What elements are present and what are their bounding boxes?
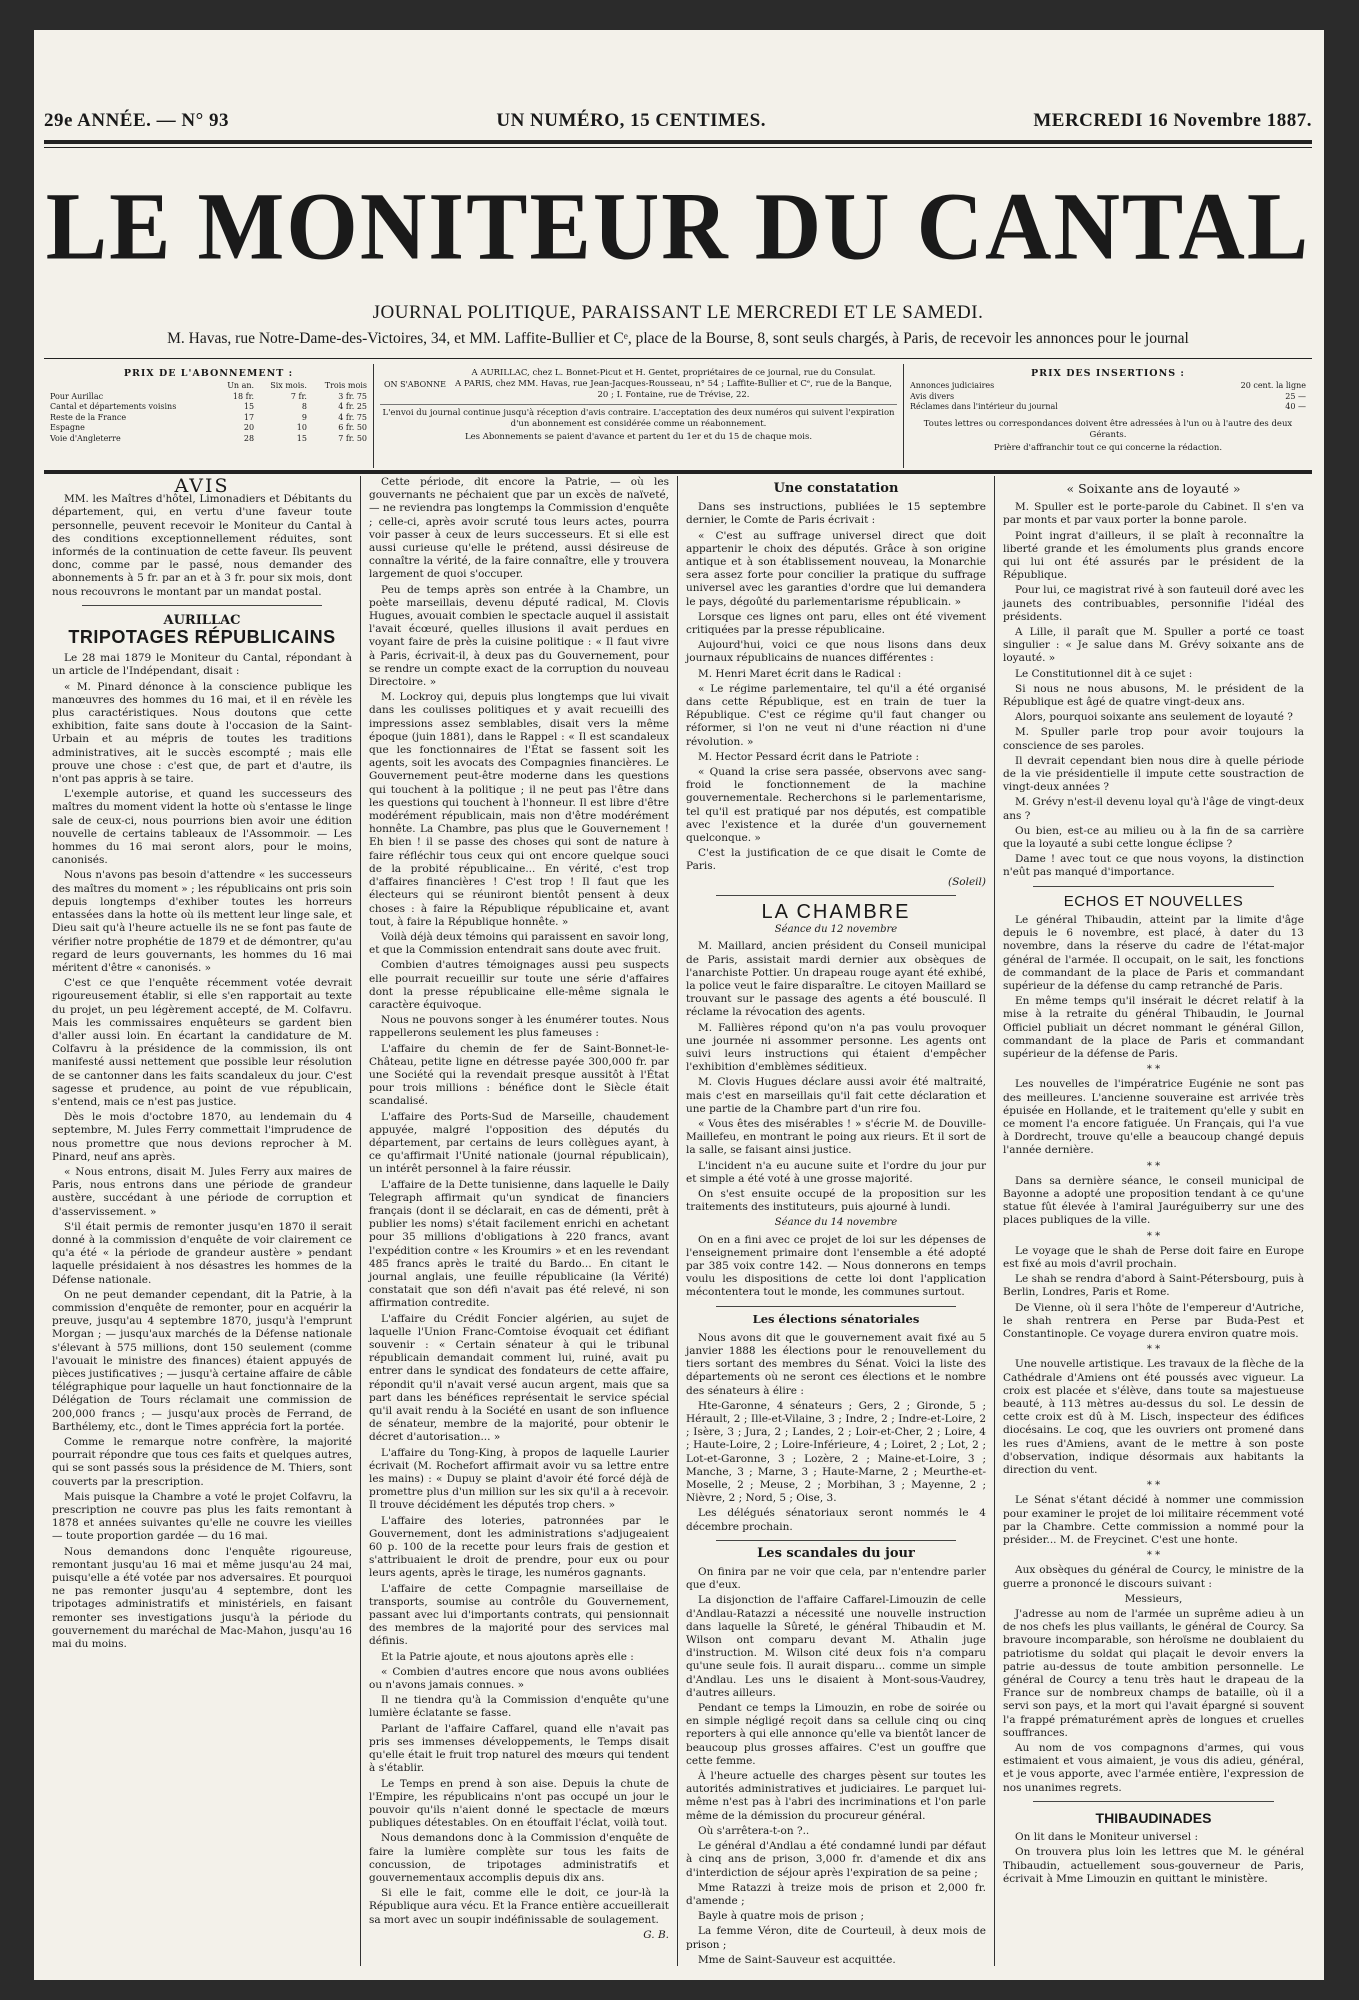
paragraph: « Vous êtes des misérables ! » s'écrie M. de Douville-Maillefeu, en montrant le poing aux rieurs. Et il sort de la salle, se faisant ainsi justice. — [686, 1117, 986, 1157]
column-1 — [44, 476, 361, 1966]
paragraph: Où s'arrêtera-t-on ?.. — [698, 1824, 810, 1837]
paragraph: M. Fallières répond qu'on n'a pas voulu provoquer une journée ni assommer personne. Les agents ont suivi leurs instructions qui étaient d'empêcher l'exhibition d'emblèmes séditieux. — [686, 1021, 986, 1074]
newspaper-page — [34, 30, 1324, 1980]
source-soleil: (Soleil) — [948, 875, 986, 888]
subscription-row — [50, 392, 367, 403]
postage-notice: Prière d'affranchir tout ce qui concerne la rédaction. — [993, 442, 1223, 453]
paragraph: Le général Thibaudin, atteint par la limite d'âge depuis le 6 novembre, est placé, à dater du 13 novembre, dans la réserve du cadre de l'état-major général de l'armée. Il occupait, on le sait, les fonctions de commandant de la place de Paris et commandant supérieur de la défense du camp retranché de Paris. — [1003, 913, 1304, 992]
paragraph: « C'est au suffrage universel direct que doit appartenir le choix des députés. Grâce à son origine antique et à son établissement nouveau, la Monarchie sera assez forte pour concilier la pratique du suffrage universel avec les garanties d'ordre que lui demandera le pays, dégoûté du parlementarisme républicain. » — [686, 529, 986, 608]
insertions-cell: 25 — — [1285, 391, 1306, 401]
paragraph: « Combien d'autres encore que nous avons oubliées ou n'avons jamais connues. » — [369, 1665, 669, 1692]
paragraph: On ne peut demander cependant, dit la Patrie, à la commission d'enquête de remonter, pour en acquérir la preuve, jusqu'au 4 septembre 1870, jusqu'à l'emprunt Morgan ; — jusqu'aux marchés de la Défense nationale s'élevant à 575 millions, dont 150 seulement (comme l'avouait le ministre des finances) étaient appuyés de pièces justificatives ; — jusqu'à certaine affaire de câble télégraphique pour laquelle un haut fonctionnaire de la Délégation de Tours réclamait une commission de 200,000 francs ; — jusqu'aux procès de Ferrand, de Barthélemy, etc., dont le Times apprécia fort la portée. — [52, 1288, 352, 1433]
subscription-cell: 4 fr. 75 — [338, 412, 367, 422]
insertions-title: PRIX DES INSERTIONS : — [1031, 368, 1185, 379]
paragraph: L'affaire du Crédit Foncier algérien, au sujet de laquelle l'Union Franc-Comtoise évoquait cet édifiant souvenir : « Certain sénateur à qui le tribunal républicain demandait comment lui, ruiné, avait pu entrer dans le syndicat des fondateurs de cette affaire, répondit qu'il n'avait versé aucun argent, mais que sa part dans les bénéfices représentait le service spécial qu'il avait rendu à la Société en usant de son influence de sénateur, membre de la majorité, pour obtenir le décret d'autorisation... » — [369, 1312, 669, 1444]
subscription-cell: Espagne — [50, 423, 85, 432]
paragraph: En même temps qu'il insérait le décret relatif à la mise à la retraite du général Thibaudin, le Journal Officiel publiait un décret nommant le général Gillon, commandant de la place de Paris et commandant supérieur de la défense de Paris. — [1003, 995, 1304, 1060]
paragraph: M. Maillard, ancien président du Conseil municipal de Paris, assistait mardi dernier aux obsèques de l'anarchiste Pottier. Un drapeau rouge ayant été exhibé, la police veut le faire disparaître. Le citoyen Maillard se trouvant sur le passage des agents a été bousculé. Il réclame la révocation des agents. — [686, 940, 986, 1019]
info-rule-top — [44, 358, 1312, 359]
paragraph: Si nous ne nous abusons, M. le président de la République est âgé de quatre vingt-deux ans. — [1003, 682, 1304, 709]
paragraph: Il devrait cependant bien nous dire à quelle période de la vie présidentielle il impute cette soustraction de vingt-deux années ? — [1003, 754, 1304, 794]
paragraph: De Vienne, où il sera l'hôte de l'empereur d'Autriche, le shah rentrera en Perse par Buda-Pest et Constantinople. Ce voyage durera environ quatre mois. — [1003, 1301, 1304, 1340]
paragraph: Une nouvelle artistique. Les travaux de la flèche de la Cathédrale d'Amiens ont été poussés avec vigueur. La croix est placée et s'élève, dans toute sa majestueuse beauté, à 113 mètres au-dessus du sol. Le dessin de cette croix est dû à M. Lisch, inspecteur des édifices diocésains. Le coq, que les ouvriers ont promené dans les rues d'Amiens, avant de le mettre à son poste d'observation, indique désormais aux habitants la direction du vent. — [1003, 1358, 1304, 1477]
insertions-cell: Avis divers — [910, 391, 955, 401]
column-3 — [678, 476, 995, 1966]
paragraph: Dès le mois d'octobre 1870, au lendemain du 4 septembre, M. Jules Ferry commettait l'imprudence de nous promettre que nous devions reprocher à M. Pinard, neuf ans après. — [52, 1111, 352, 1163]
paragraph: M. Clovis Hugues déclare aussi avoir été maltraité, mais c'est en marseillais qu'il fait cette déclaration et une partie de la Chambre part d'un rire fou. — [686, 1076, 986, 1115]
insertions-box — [904, 364, 1312, 468]
paragraph: M. Lockroy qui, depuis plus longtemps que lui vivait dans les coulisses politiques et y avait recueilli des impressions assez semblables, disait vers la même époque (juin 1881), dans le Rappel : « Il est scandaleux que les fonctionnaires de l'État se fassent soit les agents, soit les avocats des Compagnies financières. Le Gouvernement peut-être moderne dans les questions qui touchent à la politique ; il ne peut pas l'être dans les questions qui touchent à l'honneur. Il est libre d'être modérément républicain, mais non d'être modérément honnête. La Chambre, pas plus que le Gouvernement ! Eh bien ! il se passe des choses qui sont de nature à faire réfléchir tous ceux qui ont encore quelque souci de la probité républicaine... En vérité, c'est trop d'affaires financières ! C'est trop ! Il faut que les électeurs qui se réuniront bientôt pensent à deux choses : à faire la République républicaine et, avant tout, à faire la République honnête. » — [369, 691, 669, 928]
paragraph: M. Spuller est le porte-parole du Cabinet. Il s'en va par monts et par vaux porter la bonne parole. — [1003, 501, 1304, 527]
paragraph: M. Hector Pessard écrit dans le Patriote : — [698, 750, 919, 763]
subscription-cell: 10 — [296, 423, 307, 432]
paragraph: M. Grévy n'est-il devenu loyal qu'à l'âge de vingt-deux ans ? — [1003, 796, 1305, 822]
paragraph: Au nom de vos compagnons d'armes, qui vous estimaient et vous aimaient, je vous dis adieu, général, et je vous apporte, avec l'armée entière, l'expression de nos unanimes regrets. — [1003, 1742, 1304, 1794]
paragraph: Dans sa dernière séance, le conseil municipal de Bayonne a adopté une proposition tendant à ce qu'une statue fût élevée à l'amiral Jauréguiberry sur une des places publiques de la ville. — [1003, 1174, 1304, 1227]
address-box — [374, 364, 904, 468]
subscription-cell: Pour Aurillac — [50, 391, 104, 401]
paragraph: « M. Pinard dénonce à la conscience publique les manœuvres des hommes du 16 mai, et il en révèle les plus caractéristiques. Nous doutons que cette exhibition, faite sans doute à l'occasion de la Saint-Urbain et au mépris de toutes les traditions administratives, ait le succès escompté ; mais elle prouve une chose : c'est que, de part et d'autre, ils n'ont pas appris à se taire. — [52, 680, 352, 786]
top-line — [44, 110, 1312, 132]
paragraph: L'affaire des Ports-Sud de Marseille, chaudement appuyée, malgré l'opposition des députés du département, par certains de leurs collègues ayant, à ce qu'affirmait l'Unité nationale (journal républicain), un intérêt personnel à la faire réussir. — [369, 1110, 669, 1176]
separator — [1033, 886, 1274, 887]
subscription-cell: 15 — [243, 402, 255, 411]
correspondence-notice: Toutes lettres ou correspondances doivent être adressées à l'un ou à l'autre des deux Gérants. — [923, 418, 1293, 440]
paragraph: S'il était permis de remonter jusqu'en 1870 il serait donné à la commission d'enquête de voir clairement ce qu'a été « la période de grandeur austère » pendant laquelle présidaient à nos désastres les hommes de la Défense nationale. — [52, 1220, 352, 1286]
paragraph: « Quand la crise sera passée, observons avec sang-froid le fonctionnement de la machine gouvernementale. Recherchons si le parlementarisme, tel qu'il est pratiqué par nos députés, est compatible avec l'existence et la durée d'un gouvernement quelconque. » — [686, 766, 986, 845]
paragraph: La disjonction de l'affaire Caffarel-Limouzin de celle d'Andlau-Ratazzi a nécessité une nouvelle instruction dans laquelle la Sûreté, le général Thibaudin et M. Wilson ont comparu devant M. Athalin juge d'instruction. M. Wilson cité deux fois n'a comparu qu'une seule fois. Il aurait disparu... comme un simple d'Andlau. Les uns le disaient à Mont-sous-Vaudrey, d'autres ailleurs. — [686, 1594, 986, 1699]
paragraph: « Nous entrons, disait M. Jules Ferry aux maires de Paris, nous entrons dans une période de grandeur austère, succédant à une période de corruption et d'asservissement. » — [52, 1165, 352, 1218]
issue-date: MERCREDI 16 Novembre 1887. — [1033, 110, 1312, 131]
section-aurillac: AURILLAC — [163, 612, 241, 628]
article-title-chambre: LA CHAMBRE — [761, 900, 911, 923]
insertions-cell: 40 — — [1285, 402, 1306, 411]
paragraph: « Le régime parlementaire, tel qu'il a été organisé dans cette République, est en train de tuer la République. C'est ce régime qu'il faut changer ou réformer, si l'on ne veut ni d'une réaction ni d'une révolution. » — [686, 682, 986, 748]
paragraph: Bayle à quatre mois de prison ; — [698, 1910, 865, 1923]
article-title-constatation: Une constatation — [773, 481, 899, 496]
paragraph: Dame ! avec tout ce que nous voyons, la distinction n'eût pas manqué d'importance. — [1003, 853, 1304, 879]
paragraph: L'affaire du Tong-King, à propos de laquelle Laurier écrivait (M. Rochefort affirmait avoir vu sa lettre entre les mains) : « Dupuy se plaint d'avoir été forcé déjà de promettre plus d'un million sur les six qu'il a à recevoir. Il trouve décidément les députés trop chers. » — [369, 1446, 669, 1512]
separator — [1033, 1801, 1274, 1802]
subscription-cell: 20 — [243, 423, 255, 432]
paragraph: L'exemple autorise, et quand les successeurs des maîtres du moment vident la hotte où s'entasse le linge sale de ceux-ci, nous pourrions bien avoir une édition nouvelle de certains tableaux de l'Assommoir. — Les hommes du 16 mai seront alors, pour le moins, canonisés. — [52, 788, 352, 867]
paragraph: J'adresse au nom de l'armée un suprême adieu à un de nos chefs les plus vaillants, le général de Courcy. Sa bravoure incomparable, son héroïsme ne doublaient du patriotisme du soldat qui plaçait le devoir envers la patrie au-dessus de toute ambition personnelle. Le général de Courcy a tenu très haut le drapeau de la France sur de nombreux champs de bataille, où il a servi son pays, et la mort qui l'avait épargné si souvent l'a frappé prématurément après de longues et cruelles souffrances. — [1003, 1608, 1304, 1739]
paragraph: A Lille, il paraît que M. Spuller a porté ce toast singulier : « Je salue dans M. Grévy soixante ans de loyauté. » — [1003, 626, 1304, 665]
paragraph: L'affaire des loteries, patronnées par le Gouvernement, dont les administrations s'adjugeaient 60 p. 100 de la recette pour leurs frais de gestion et s'attribuaient le droit de prendre, pour eux ou pour leurs agents, après le tirage, les numéros gagnants. — [369, 1514, 669, 1580]
asterism: * * — [1146, 1160, 1161, 1172]
paragraph: M. Henri Maret écrit dans le Radical : — [698, 667, 902, 680]
paragraph: Parlant de l'affaire Caffarel, quand elle n'avait pas pris ses immenses développements, le Temps disait qu'elle était le fruit trop naturel des mœurs qui tendent à s'établir. — [369, 1722, 669, 1775]
paragraph: L'affaire de cette Compagnie marseillaise de transports, soumise au contrôle du Gouvernement, passant avec lui d'importants contrats, qui pensionnait des membres de la majorité pour des services mal définis. — [369, 1582, 669, 1648]
paragraph: Mais puisque la Chambre a voté le projet Colfavru, la prescription ne couvre pas plus les faits remontant à 1878 et années suivantes qu'elle ne couvre les vieilles — toute proportion gardée — du 16 mai. — [52, 1490, 352, 1543]
article-title-elections: Les élections sénatoriales — [752, 1311, 920, 1326]
paragraph: Nous demandons donc l'enquête rigoureuse, remontant jusqu'au 16 mai et même jusqu'au 24 mai, puisqu'elle a été votée par nos adversaires. Et pourquoi ne pas remonter jusqu'au 4 septembre, dont les tripotages administratifs et ministériels, en faisant remonter ses investigations jusqu'à la période du gouvernement du maréchal de Mac-Mahon, jusqu'au 16 mai du moins. — [52, 1545, 352, 1651]
paragraph: On s'est ensuite occupé de la proposition sur les traitements des instituteurs, puis ajourné à lundi. — [686, 1187, 986, 1214]
article-title-loyaute: « Soixante ans de loyauté » — [1066, 481, 1241, 496]
paragraph: Dans ses instructions, publiées le 15 septembre dernier, le Comte de Paris écrivait : — [686, 501, 986, 527]
insertions-cell: Annonces judiciaires — [910, 381, 995, 390]
asterism: * * — [1146, 1344, 1161, 1356]
paragraph: Lorsque ces lignes ont paru, elles ont été vivement critiquées par la presse républicaine. — [686, 610, 986, 637]
paragraph: Nous n'avons pas besoin d'attendre « les successeurs des maîtres du moment » ; les républicains ont pris soin depuis longtemps d'exhiber toutes les horreurs entassées dans la hotte où ils mettent leur linge sale, et Dieu sait qu'à l'heure actuelle ils ne se font pas faute de vérifier notre prophétie de 1879 et de démontrer, qu'au regard de leurs gouvernants, les hommes du 16 mai méritent d'être « canonisés. » — [52, 869, 352, 974]
paragraph: Comme le remarque notre confrère, la majorité pourrait répondre que tous ces faits et quelques autres, qui se sont passés sous la présidence de M. Thiers, sont couverts par la prescription. — [52, 1436, 352, 1488]
paragraph: Le Constitutionnel dit à ce sujet : — [1015, 667, 1193, 680]
subscription-title: PRIX DE L'ABONNEMENT : — [123, 368, 294, 379]
subscription-cell: Reste de la France — [50, 412, 127, 422]
paragraph: C'est ce que l'enquête récemment votée devrait rigoureusement établir, si elle s'en rapportait au texte du projet, un peu légèrement accepté, de M. Colfavru. Mais les commissaires enquêteurs se gardent bien d'aller aussi loin. En écartant la candidature de M. Colfavru à la présidence de la commission, ils ont manifesté aussi nettement que possible leur résolution de se cantonner dans les faits scandaleux du jour. C'est sagesse et prudence, au point de vue républicain, s'entend, mais ce n'est pas justice. — [52, 977, 352, 1108]
subscription-cell: 3 fr. 75 — [338, 391, 367, 401]
paragraph: L'affaire de la Dette tunisienne, dans laquelle le Daily Telegraph affirmait qu'un syndicat de financiers français (dont il se déclarait, en cas de démenti, prêt à publier les noms) s'était facilement enrichi en achetant pour 35 millions d'obligations à 220 francs, avant l'expédition contre « les Kroumirs » et en les revendant 485 francs après le traité du Bardo... En citant le journal anglais, une feuille républicaine (la Vérité) constatait que son défi n'avait pas été relevé, ni son affirmation contredite. — [369, 1178, 669, 1310]
paragraph: Les délégués sénatoriaux seront nommés le 4 décembre prochain. — [686, 1507, 986, 1533]
subscription-cell: 15 — [296, 433, 307, 443]
article-title-echos: ECHOS ET NOUVELLES — [1063, 892, 1244, 910]
subscription-cell: 28 — [243, 433, 255, 443]
avis-text: MM. les Maîtres d'hôtel, Limonadiers et Débitants du département, qui, en vertu d'une faveur toute personnelle, peuvent recevoir le Moniteur du Cantal à des conditions exceptionnellement réduites, sont informés de la continuation de cette faveur. Ils peuvent donc, comme par le passé, nous demander des abonnements à 5 fr. par an et à 3 fr. pour six mois, dont nous recouvrons le montant par un mandat postal. — [52, 493, 352, 598]
paragraph: Peu de temps après son entrée à la Chambre, un poète marseillais, devenu député radical, M. Clovis Hugues, avouait combien le spectacle auquel il assistait l'avait écœuré, quelles illusions il avait perdues en voyant faire de près la cuisine politique : « Il faut vivre à Paris, écrivait-il, à deux pas du Gouvernement, pour se rendre un compte exact de la corruption du nouveau Directoire. » — [369, 583, 669, 689]
subscription-col-year: Un an. — [227, 381, 255, 390]
paragraph: Nous demandons donc à la Commission d'enquête de faire la lumière complète sur tous les faits de concussion, de tripotages administratifs et gouvernementaux accomplis depuis dix ans. — [369, 1832, 669, 1884]
paragraph: Le 28 mai 1879 le Moniteur du Cantal, répondant à un article de l'Indépendant, disait : — [52, 652, 352, 678]
top-rule — [44, 140, 1312, 144]
separator — [716, 1306, 956, 1307]
separator — [716, 895, 956, 896]
paragraph: Hte-Garonne, 4 sénateurs ; Gers, 2 ; Gironde, 5 ; Hérault, 2 ; Ille-et-Vilaine, 3 ; Indre, 2 ; Indre-et-Loire, 2 ; Isère, 3 ; Jura, 2 ; Landes, 2 ; Loir-et-Cher, 2 ; Loire, 4 ; Haute-Loire, 2 ; Loire-Inférieure, 4 ; Loiret, 2 ; Lot, 2 ; Lot-et-Garonne, 3 ; Lozère, 2 ; Maine-et-Loire, 3 ; Manche, 3 ; Marne, 3 ; Haute-Marne, 2 ; Meurthe-et-Moselle, 2 ; Meuse, 2 ; Morbihan, 3 ; Mayenne, 2 ; Nièvre, 2 ; Nord, 5 ; Oise, 3. — [686, 1399, 986, 1505]
paragraph: Mme Ratazzi à treize mois de prison et 2,000 fr. d'amende ; — [686, 1881, 986, 1907]
info-rule-bottom — [44, 470, 1312, 474]
paragraph: Le shah se rendra d'abord à Saint-Pétersbourg, puis à Berlin, Londres, Paris et Rome. — [1003, 1273, 1304, 1299]
insertions-row — [910, 381, 1306, 392]
paragraph: Messieurs, — [1124, 1592, 1183, 1605]
address-aurillac: A AURILLAC, chez L. Bonnet-Picut et H. Gentet, propriétaires de ce journal, rue du Consulat. — [471, 368, 876, 378]
advertising-agents: M. Havas, rue Notre-Dame-des-Victoires, 34, et MM. Laffite-Bullier et Cᵉ, place de la Bourse, 8, sont seuls chargés, à Paris, de recevoir les annonces pour le journal — [167, 330, 1189, 347]
paragraph: Aux obsèques du général de Courcy, le ministre de la guerre a prononcé le discours suivant : — [1003, 1564, 1304, 1590]
paragraph: La femme Véron, dite de Courteuil, à deux mois de prison ; — [686, 1925, 986, 1951]
paragraph: Le Temps en prend à son aise. Depuis la chute de l'Empire, les républicains n'ont pas occupé un jour le pouvoir qu'ils n'aient donné le spectacle de mœurs publiques détestables. On en étouffait l'éclat, voilà tout. — [369, 1777, 669, 1830]
subscription-box — [44, 364, 374, 468]
subscription-header-row — [50, 381, 367, 392]
paragraph: Le Sénat s'étant décidé à nommer une commission pour examiner le projet de loi militaire récemment voté par la Chambre. Cette commission a nommé pour la présider... M. de Freycinet. C'est une honte. — [1003, 1494, 1304, 1547]
subscription-cell: 7 fr. 50 — [338, 433, 367, 443]
masthead-title: LE MONITEUR DU CANTAL — [45, 172, 1311, 280]
insertions-cell: 20 cent. la ligne — [1240, 381, 1306, 390]
insertions-row — [910, 402, 1306, 413]
signature: G. B. — [643, 1928, 669, 1941]
paragraph: L'incident n'a eu aucune suite et l'ordre du jour pur et simple a été voté à une grosse majorité. — [686, 1159, 986, 1185]
insertions-cell: Réclames dans l'intérieur du journal — [910, 402, 1058, 411]
paragraph: On trouvera plus loin les lettres que M. le général Thibaudin, actuellement sous-gouverneur de Paris, écrivait à Mme Limouzin en quittant le ministère. — [1003, 1846, 1304, 1885]
asterism: * * — [1146, 1550, 1161, 1562]
paragraph: On en a fini avec ce projet de loi sur les dépenses de l'enseignement primaire dont l'ensemble a été adopté par 385 voix contre 142. — Nous donnerons en temps voulu les dispositions de cette loi dont l'application mécontentera tout le monde, les communes surtout. — [686, 1233, 986, 1299]
paragraph: C'est la justification de ce que disait le Comte de Paris. — [686, 847, 986, 873]
issue-price: UN NUMÉRO, 15 CENTIMES. — [496, 110, 766, 131]
column-4 — [995, 476, 1312, 1966]
paragraph: Mme de Saint-Sauveur est acquittée. — [698, 1953, 896, 1966]
subscription-cell: 18 fr. — [232, 391, 255, 401]
subscription-cell: 9 — [301, 412, 307, 422]
subscription-row — [50, 413, 367, 424]
paragraph: Pour lui, ce magistrat rivé à son fauteuil doré avec les jaunets des contribuables, personnifie l'idéal des présidents. — [1003, 584, 1304, 623]
masthead-subtitle: JOURNAL POLITIQUE, PARAISSANT LE MERCREDI ET LE SAMEDI. — [372, 302, 984, 323]
paragraph: Il ne tiendra qu'à la Commission d'enquête qu'une lumière éclatante se fasse. — [369, 1694, 669, 1720]
asterism: * * — [1146, 1064, 1161, 1076]
column-2 — [361, 476, 678, 1966]
delivery-notice: L'envoi du journal continue jusqu'à réception d'avis contraire. L'acceptation des deux numéros qui suivent l'expiration d'un abonnement est considérée comme un réabonnement. — [382, 408, 895, 429]
subscription-row — [50, 434, 367, 445]
insertions-table — [910, 381, 1306, 413]
paragraph: Le général d'Andlau a été condamné lundi par défaut à cinq ans de prison, 3,000 fr. d'amende et dix ans d'interdiction de séjour après l'expiration de sa peine ; — [686, 1840, 986, 1879]
info-block — [44, 364, 1312, 468]
paragraph: À l'heure actuelle des charges pèsent sur toutes les autorités administratives et judiciaires. Le parquet lui-même n'est pas à l'abri des incriminations et l'on parle même de la démission du procureur général. — [686, 1770, 986, 1822]
session-date-1: Séance du 12 novembre — [774, 924, 898, 936]
subscription-cell: 4 fr. 25 — [338, 402, 367, 411]
asterism: * * — [1146, 1480, 1161, 1492]
paragraph: Point ingrat d'ailleurs, il se plaît à reconnaître la liberté grande et les émoluments plus grands encore qui lui ont été assurés par le président de la République. — [1003, 529, 1304, 582]
paragraph: Voilà déjà deux témoins qui paraissent en savoir long, et que la Commission entendrait sans doute avec fruit. — [369, 930, 669, 957]
paragraph: Combien d'autres témoignages aussi peu suspects elle pourrait recueillir sur toute une série d'affaires dont la presse républicaine elle-même signala le caractère équivoque. — [369, 959, 669, 1011]
top-rule-thin — [44, 147, 1312, 148]
article-title-thibaudinades: THIBAUDINADES — [1095, 1809, 1212, 1826]
article-title-tripotages: TRIPOTAGES RÉPUBLICAINS — [68, 627, 336, 648]
avis-title: AVIS — [174, 476, 230, 497]
paragraph: Si elle le fait, comme elle le doit, ce jour-là la République aura vécu. Et la France entière accueillerait sa mort avec un soupir indéfinissable de soulagement. — [369, 1887, 669, 1926]
payment-notice: Les Abonnements se paient d'avance et partent du 1er et du 15 de chaque mois. — [464, 432, 813, 442]
paragraph: Nous avons dit que le gouvernement avait fixé au 5 janvier 1888 les élections pour le renouvellement du tiers sortant des membres du Sénat. Voici la liste des départements où ne seront ces élections et le nombre des sénateurs à élire : — [686, 1331, 986, 1397]
paragraph: Les nouvelles de l'impératrice Eugénie ne sont pas des meilleures. L'ancienne souveraine est arrivée très épuisée en Hollande, et le traitement qu'elle y subit en ce moment l'a encore fatiguée. Un Français, qui l'a vue à Dordrecht, trouve qu'elle a beaucoup changé depuis l'année dernière. — [1003, 1078, 1304, 1157]
article-title-scandales: Les scandales du jour — [757, 1545, 915, 1561]
address-paris: A PARIS, chez MM. Havas, rue Jean-Jacques-Rousseau, n° 54 ; Laffite-Bullier et Cᵉ, rue de la Banque, 20 ; I. Fontaine, rue de Trévise, 22. — [455, 379, 892, 400]
paragraph: Et la Patrie ajoute, et nous ajoutons après elle : — [381, 1650, 634, 1663]
paragraph: Pendant ce temps la Limouzin, en robe de soirée ou en simple négligé reçoit dans sa cellule cinq ou cinq reporters à qui elle annonce qu'elle va bientôt lancer de beaucoup plus grosses affaires. C'est un gouffre que cette femme. — [686, 1702, 986, 1767]
session-date-2: Séance du 14 novembre — [774, 1217, 898, 1229]
subscription-cell: 6 fr. 50 — [338, 423, 367, 432]
subscription-cell: 17 — [243, 412, 255, 422]
paragraph: Nous ne pouvons songer à les énumérer toutes. Nous rappellerons seulement les plus fameuses : — [369, 1014, 669, 1040]
subscription-cell: Voie d'Angleterre — [50, 433, 121, 443]
subscription-table — [50, 381, 367, 444]
paragraph: Alors, pourquoi soixante ans seulement de loyauté ? — [1015, 711, 1293, 724]
subscription-col-three: Trois mois — [324, 381, 367, 390]
subscription-cell: 7 fr. — [290, 391, 307, 401]
paragraph: On finira par ne voir que cela, par n'entendre parler que d'eux. — [686, 1566, 986, 1592]
address-list — [450, 368, 897, 401]
article-columns — [44, 476, 1312, 1966]
asterism: * * — [1146, 1230, 1161, 1242]
paragraph: Aujourd'hui, voici ce que nous lisons dans deux journaux républicains de nuances différentes : — [686, 639, 986, 665]
separator — [716, 1540, 956, 1541]
address-row — [380, 368, 897, 405]
paragraph: L'affaire du chemin de fer de Saint-Bonnet-le-Château, petite ligne en détresse payée 300,000 fr. par une Société qui la revendait presque aussitôt à l'État pour trois millions : bénéfice dont le Siècle était scandalisé. — [369, 1042, 669, 1108]
insertions-row — [910, 392, 1306, 403]
subscription-row — [50, 423, 367, 434]
paragraph: Le voyage que le shah de Perse doit faire en Europe est fixé au mois d'avril prochain. — [1003, 1244, 1304, 1270]
subscription-row — [50, 402, 367, 413]
subscription-col-label — [50, 381, 214, 392]
paragraph: On lit dans le Moniteur universel : — [1015, 1831, 1198, 1844]
issue-number: 29e ANNÉE. — N° 93 — [44, 110, 229, 131]
separator — [82, 605, 322, 606]
paragraph: M. Spuller parle trop pour avoir toujours la conscience de ses paroles. — [1003, 726, 1304, 752]
paragraph: Ou bien, est-ce au milieu ou à la fin de sa carrière que la loyauté a subi cette longue éclipse ? — [1003, 824, 1304, 851]
paragraph: Cette période, dit encore la Patrie, — où les gouvernants ne péchaient que par un excès de naïveté, — ne reviendra pas longtemps la Commission d'enquête ; celle-ci, après avoir scruté tous leurs actes, pourra voir passer à ceux de leurs successeurs. Et si elle est aussi curieuse qu'elle le prétend, aussi désireuse de connaître la vérité, de la faire connaître, elle y trouvera largement de quoi s'occuper. — [369, 476, 669, 581]
subscribe-label: ON S'ABONNE — [384, 380, 446, 389]
subscription-cell: 8 — [301, 402, 307, 411]
subscription-cell: Cantal et départements voisins — [50, 402, 177, 411]
subscription-col-six: Six mois. — [270, 381, 307, 390]
